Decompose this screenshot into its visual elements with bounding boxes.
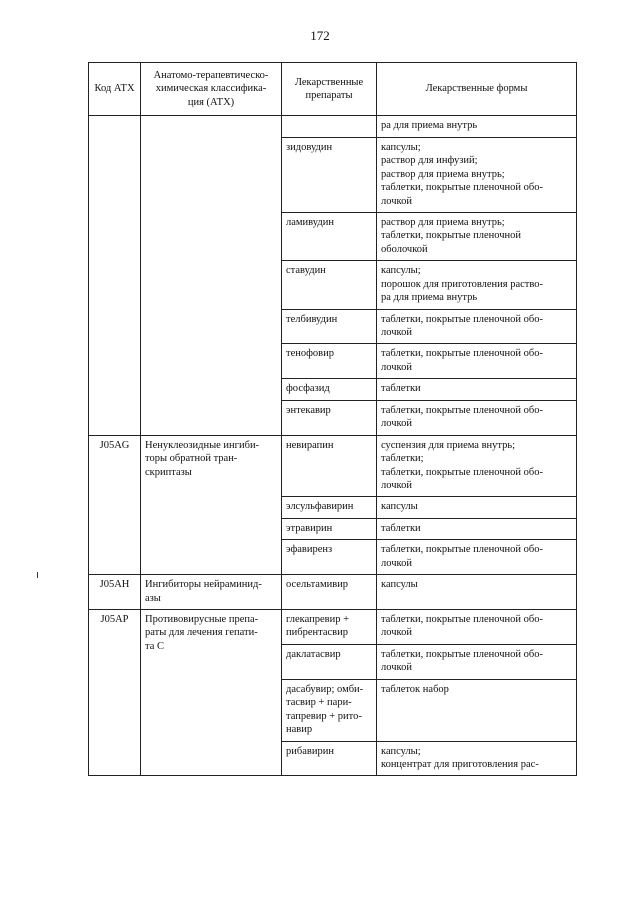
header-classification: Анатомо-терапевтическо- химическая классифика- ция (АТХ)	[141, 63, 282, 116]
dosage-form-cell: таблетки, покрытые пленочной обо- лочкой	[377, 540, 577, 575]
atc-code-cell: J05AH	[89, 575, 141, 610]
atc-class-cell: Противовирусные препа- раты для лечения гепати- та С	[141, 610, 282, 776]
drug-name-cell: ламивудин	[282, 212, 377, 260]
atc-code-cell: J05AG	[89, 435, 141, 575]
dosage-form-cell: таблетки, покрытые пленочной обо- лочкой	[377, 644, 577, 679]
drug-name-cell: невирапин	[282, 435, 377, 497]
dosage-form-cell: капсулы	[377, 575, 577, 610]
dosage-form-cell: таблеток набор	[377, 679, 577, 741]
atc-class-cell	[141, 116, 282, 435]
dosage-form-cell: таблетки, покрытые пленочной обо- лочкой	[377, 610, 577, 645]
dosage-form-cell: таблетки, покрытые пленочной обо- лочкой	[377, 344, 577, 379]
header-drugs: Лекарственные препараты	[282, 63, 377, 116]
drug-name-cell: ставудин	[282, 261, 377, 309]
drug-name-cell: энтекавир	[282, 400, 377, 435]
atc-class-cell: Ненуклеозидные ингиби- торы обратной тран- скриптазы	[141, 435, 282, 575]
dosage-form-cell: капсулы	[377, 497, 577, 518]
dosage-form-cell: ра для приема внутрь	[377, 116, 577, 137]
drug-name-cell: элсульфавирин	[282, 497, 377, 518]
drug-name-cell: даклатасвир	[282, 644, 377, 679]
dosage-form-cell: таблетки, покрытые пленочной обо- лочкой	[377, 309, 577, 344]
header-code: Код АТХ	[89, 63, 141, 116]
drug-table	[88, 62, 577, 776]
drug-name-cell: этравирин	[282, 518, 377, 539]
table-body	[89, 116, 577, 776]
dosage-form-cell: капсулы; концентрат для приготовления рас-	[377, 741, 577, 776]
page-number: 172	[310, 28, 330, 43]
dosage-form-cell: раствор для приема внутрь; таблетки, покрытые пленочной оболочкой	[377, 212, 577, 260]
table-row	[89, 435, 577, 497]
drug-name-cell: рибавирин	[282, 741, 377, 776]
drug-name-cell: телбивудин	[282, 309, 377, 344]
dosage-form-cell: таблетки, покрытые пленочной обо- лочкой	[377, 400, 577, 435]
drug-name-cell	[282, 116, 377, 137]
drug-name-cell: дасабувир; омби- тасвир + пари- тапревир + рито- навир	[282, 679, 377, 741]
table-row	[89, 610, 577, 645]
dosage-form-cell: суспензия для приема внутрь; таблетки; таблетки, покрытые пленочной обо- лочкой	[377, 435, 577, 497]
atc-class-cell: Ингибиторы нейраминид- азы	[141, 575, 282, 610]
dosage-form-cell: таблетки	[377, 518, 577, 539]
drug-name-cell: эфавиренз	[282, 540, 377, 575]
drug-name-cell: осельтамивир	[282, 575, 377, 610]
atc-code-cell	[89, 116, 141, 435]
header-forms: Лекарственные формы	[377, 63, 577, 116]
drug-name-cell: фосфазид	[282, 379, 377, 400]
dosage-form-cell: капсулы; раствор для инфузий; раствор для приема внутрь; таблетки, покрытые пленочной обо- лочкой	[377, 137, 577, 212]
table-row	[89, 116, 577, 137]
drug-name-cell: глекапревир + пибрентасвир	[282, 610, 377, 645]
table-row	[89, 575, 577, 610]
table-header-row	[89, 63, 577, 116]
drug-name-cell: зидовудин	[282, 137, 377, 212]
dosage-form-cell: капсулы; порошок для приготовления раство- ра для приема внутрь	[377, 261, 577, 309]
margin-mark	[37, 572, 38, 578]
drug-name-cell: тенофовир	[282, 344, 377, 379]
dosage-form-cell: таблетки	[377, 379, 577, 400]
atc-code-cell: J05AP	[89, 610, 141, 776]
